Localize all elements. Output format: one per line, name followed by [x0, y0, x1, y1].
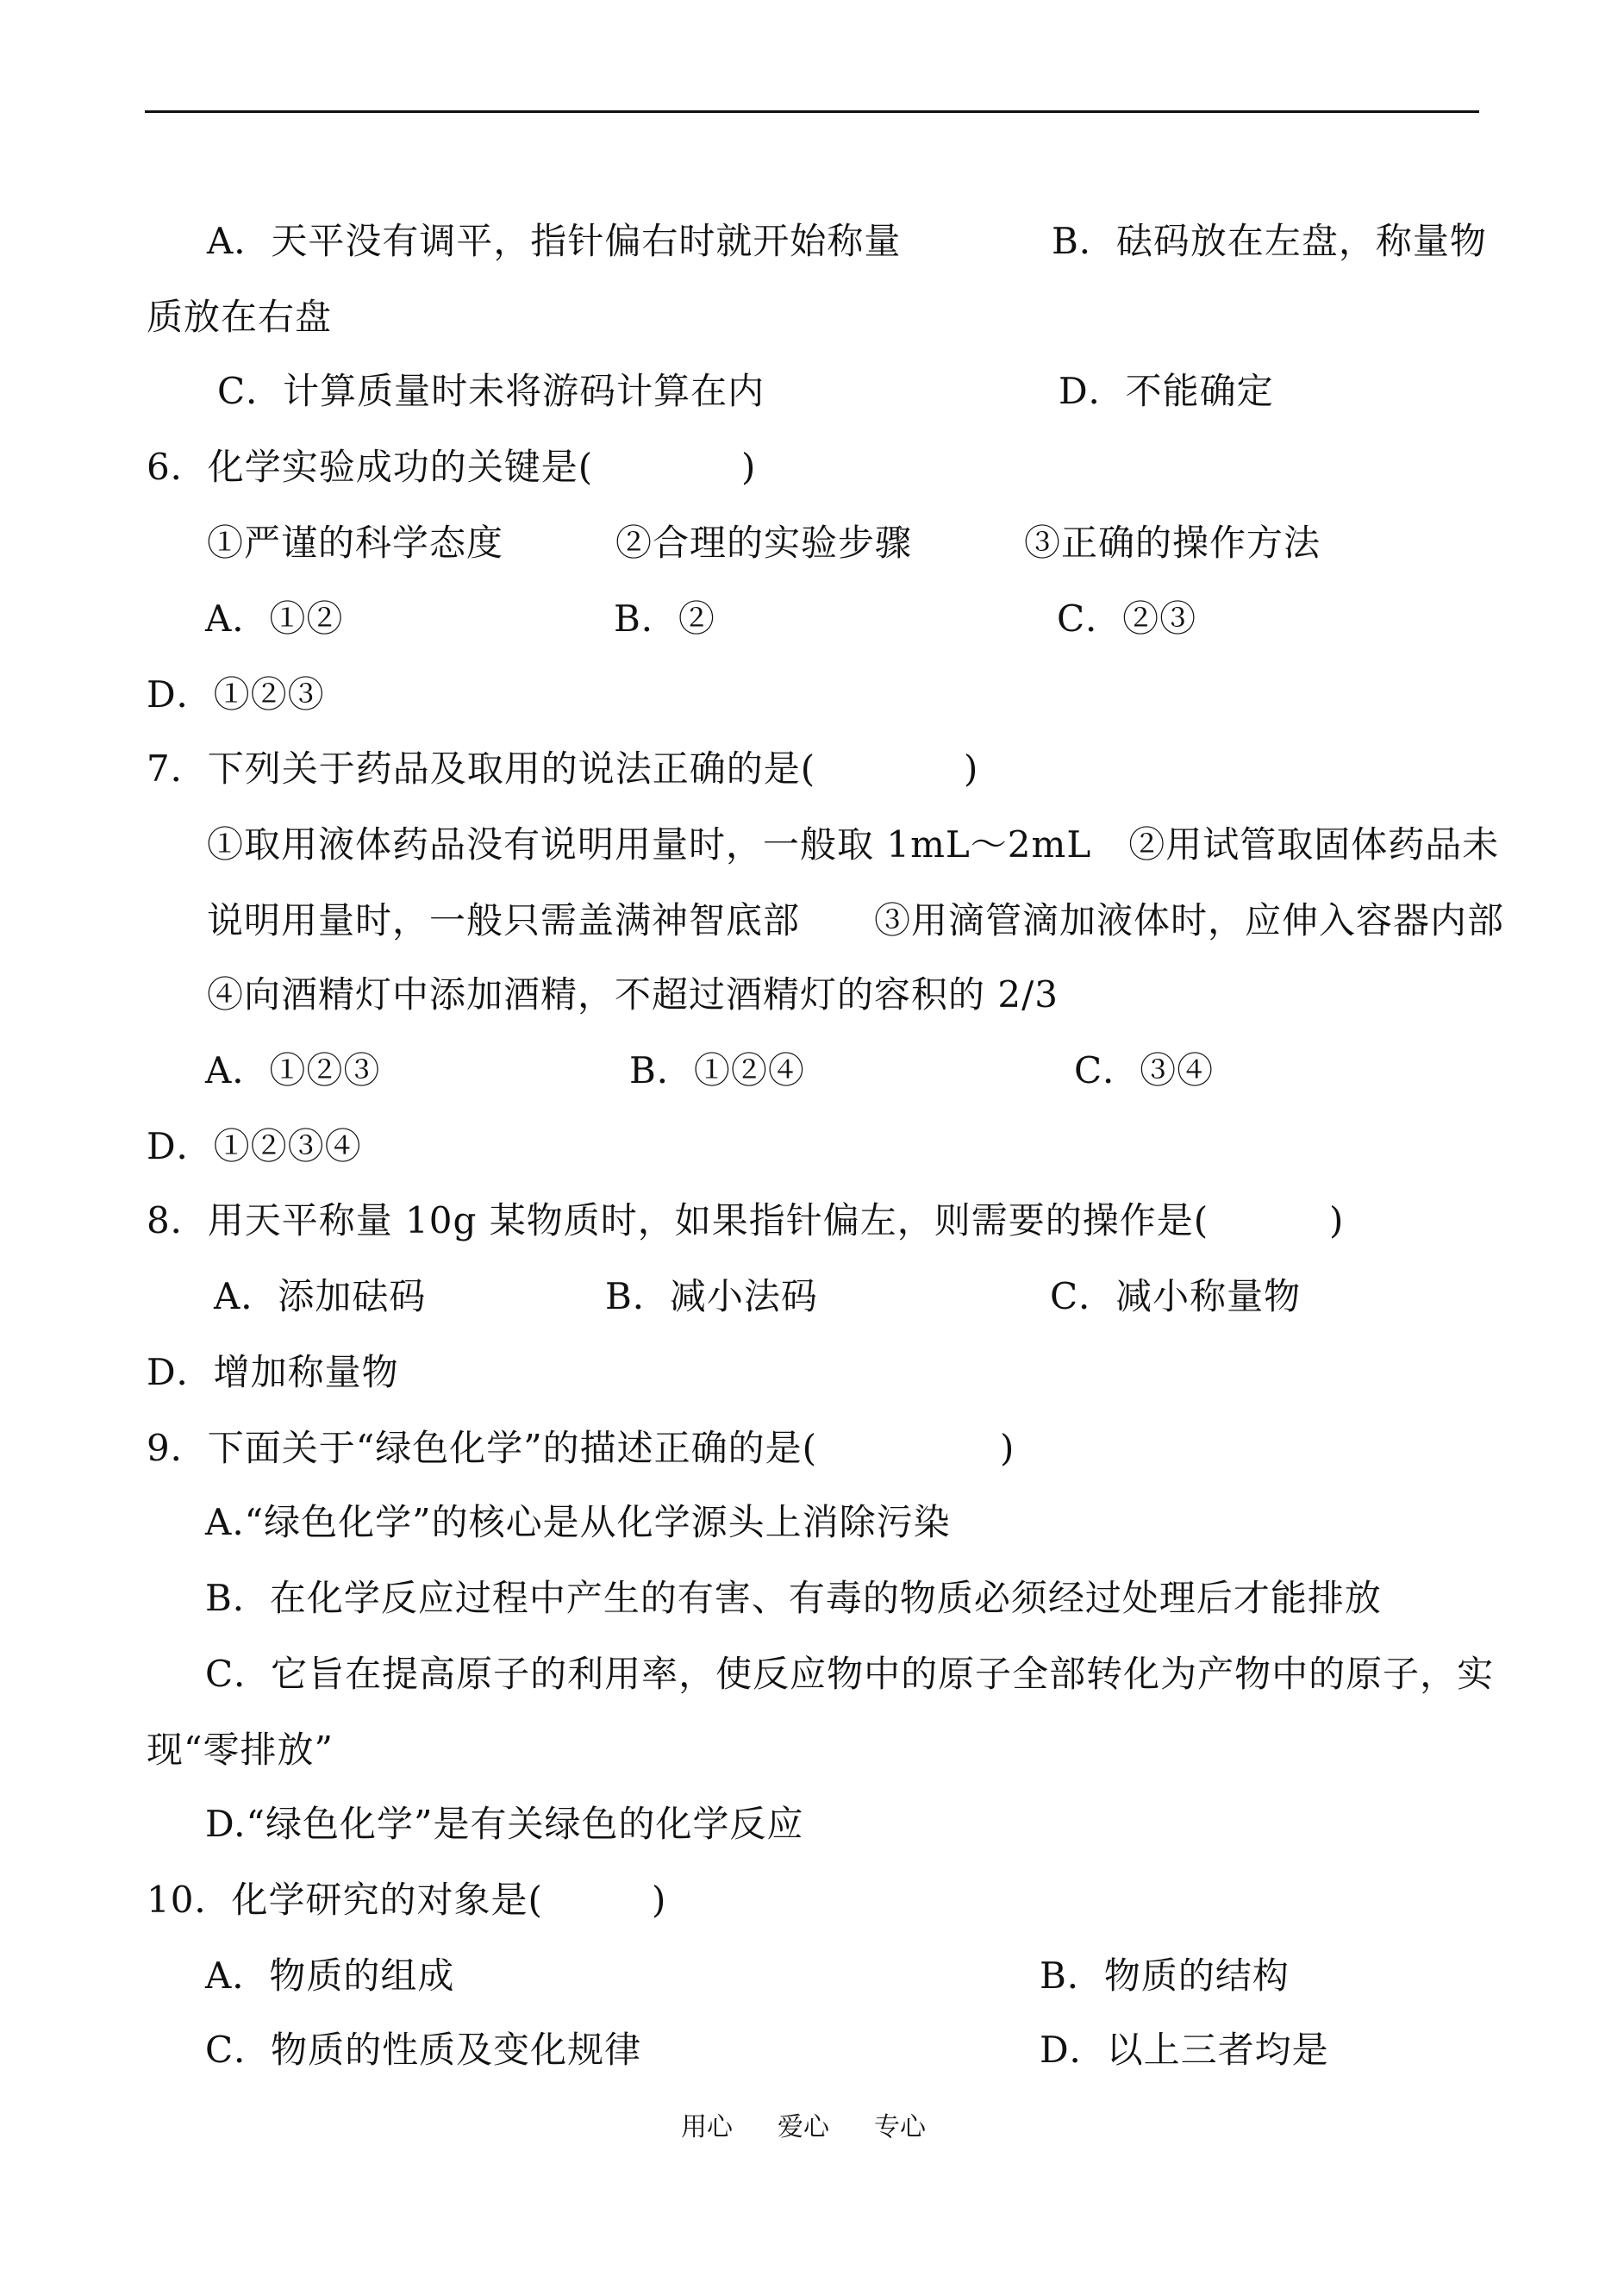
footer-text-1: 用心: [681, 2112, 733, 2142]
q8-close-paren: ): [1329, 1199, 1345, 1241]
q7-option-b: B．①②④: [629, 1049, 805, 1091]
q6-option-a: A．①②: [205, 597, 344, 640]
q7-statement-line-3: ④向酒精灯中添加酒精，不超过酒精灯的容积的 2/3: [207, 973, 1059, 1016]
q6-item-2: ②合理的实验步骤: [615, 522, 913, 564]
q10-option-d: D．以上三者均是: [1040, 2029, 1329, 2071]
q10-close-paren: ): [652, 1879, 667, 1921]
q6-option-b: B．②: [614, 597, 715, 640]
q9-close-paren: ): [1000, 1427, 1015, 1469]
q8-stem: 8．用天平称量 10g 某物质时，如果指针偏左，则需要的操作是(: [147, 1199, 1209, 1241]
q5-option-c: C．计算质量时未将游码计算在内: [217, 370, 765, 412]
footer-text-2: 爱心: [778, 2112, 829, 2142]
q7-option-d: D．①②③④: [147, 1125, 362, 1167]
q9-option-b: B．在化学反应过程中产生的有害、有毒的物质必须经过处理后才能排放: [205, 1577, 1382, 1619]
footer-text-3: 专心: [874, 2112, 926, 2142]
q6-option-d: D．①②③: [147, 673, 325, 716]
q8-option-c: C．减小称量物: [1050, 1275, 1302, 1317]
q9-option-d: D.“绿色化学”是有关绿色的化学反应: [205, 1803, 804, 1845]
q5-option-a: A．天平没有调平，指针偏右时就开始称量: [207, 220, 902, 262]
q6-item-3: ③正确的操作方法: [1024, 522, 1321, 564]
q6-close-paren: ): [741, 446, 757, 488]
q7-statement-line-1: ①取用液体药品没有说明用量时，一般取 1mL～2mL ②用试管取固体药品未: [207, 823, 1500, 866]
q10-stem: 10．化学研究的对象是(: [147, 1879, 543, 1921]
q6-stem: 6．化学实验成功的关键是(: [147, 446, 594, 488]
q6-option-c: C．②③: [1057, 597, 1197, 640]
q5-option-b-cont: 质放在右盘: [147, 296, 333, 338]
q8-option-d: D．增加称量物: [147, 1351, 399, 1393]
q9-option-c-cont: 现“零排放”: [147, 1729, 334, 1771]
q10-option-a: A．物质的组成: [205, 1954, 455, 1997]
q5-option-d: D．不能确定: [1059, 370, 1274, 412]
q7-option-a: A．①②③: [205, 1049, 381, 1091]
q5-option-b: B．砝码放在左盘，称量物: [1052, 220, 1487, 262]
q9-option-a: A.“绿色化学”的核心是从化学源头上消除污染: [205, 1501, 951, 1543]
q7-statement-line-2: 说明用量时，一般只需盖满神智底部 ③用滴管滴加液体时，应伸入容器内部: [207, 899, 1505, 941]
header-rule: [145, 110, 1479, 113]
q7-option-c: C．③④: [1074, 1049, 1215, 1091]
q9-stem: 9．下面关于“绿色化学”的描述正确的是(: [147, 1427, 818, 1469]
q6-item-1: ①严谨的科学态度: [207, 522, 504, 564]
q10-option-c: C．物质的性质及变化规律: [205, 2029, 642, 2071]
q8-option-a: A．添加砝码: [214, 1275, 427, 1317]
q7-close-paren: ): [964, 747, 979, 790]
q8-option-b: B．减小法码: [605, 1275, 818, 1317]
q10-option-b: B．物质的结构: [1040, 1954, 1290, 1997]
q9-option-c: C．它旨在提高原子的利用率，使反应物中的原子全部转化为产物中的原子，实: [205, 1653, 1495, 1695]
q7-stem: 7．下列关于药品及取用的说法正确的是(: [147, 747, 816, 790]
